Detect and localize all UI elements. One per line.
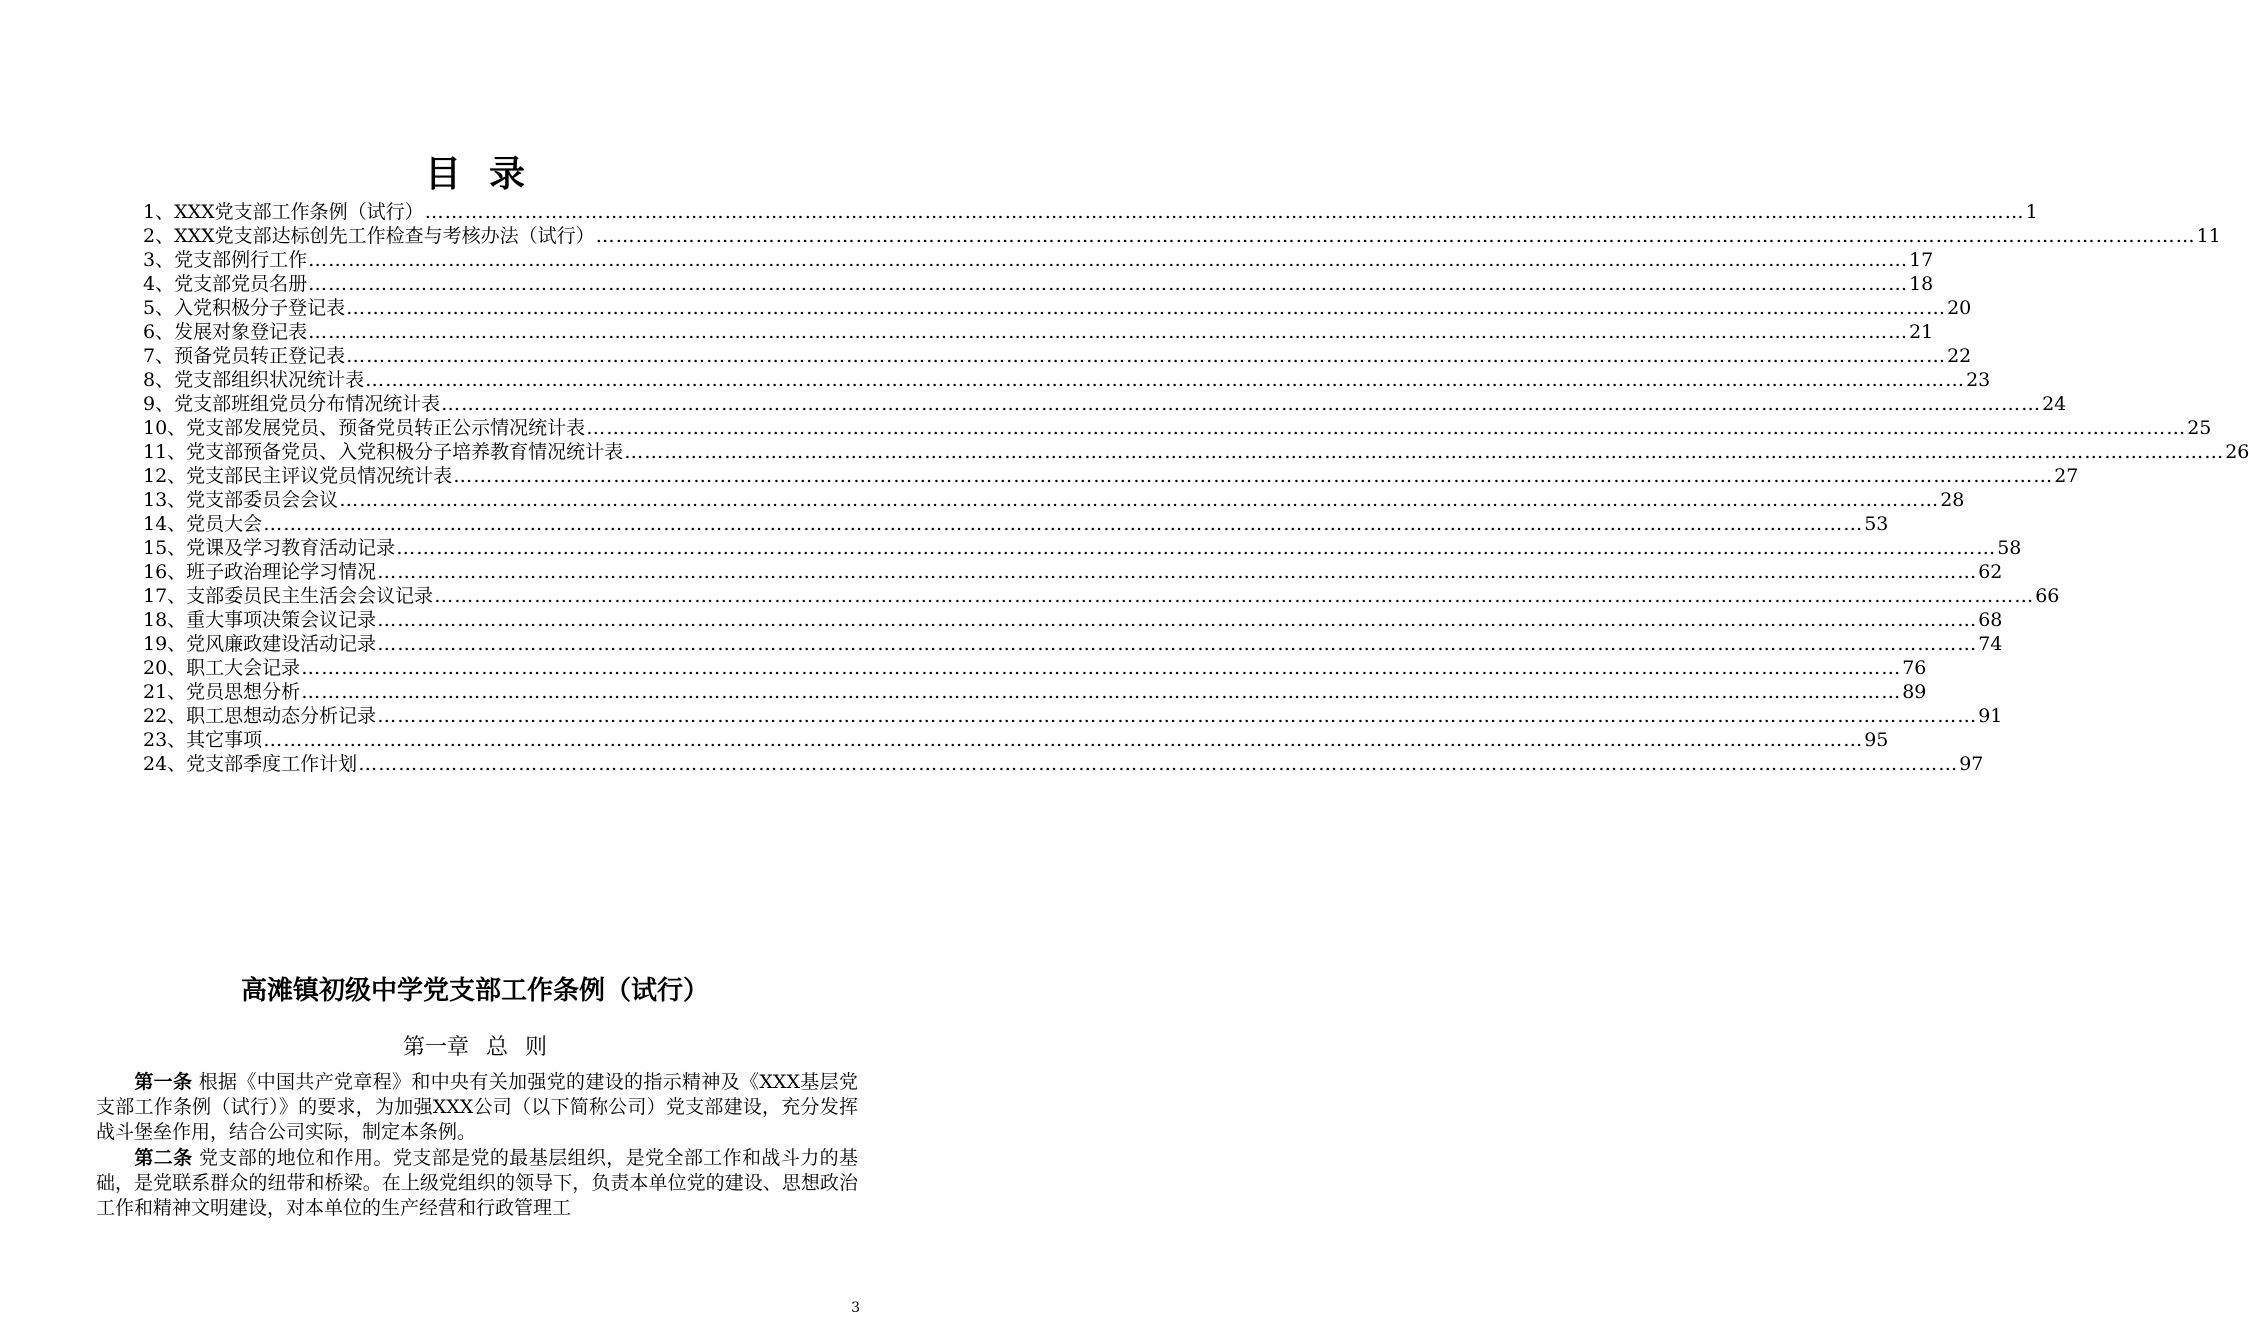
toc-leader: ……………………………………………………………………………………………………………………………………………………………………………………………………………………: [624, 441, 2225, 463]
toc-item: [143, 608, 2003, 632]
toc-item-page: 24: [2042, 393, 2067, 415]
toc-item: [143, 344, 1972, 368]
toc-leader: ……………………………………………………………………………………………………………………………………………………………………………………………………………………: [308, 249, 1909, 271]
toc-item-text: 14、党员大会: [143, 513, 263, 535]
toc-item: [143, 272, 1934, 296]
toc-item-text: 23、其它事项: [143, 729, 263, 751]
chapter-heading: 第一章 总 则: [403, 1035, 547, 1060]
toc-item-page: 74: [1978, 633, 2003, 655]
toc-item-page: 76: [1902, 657, 1927, 679]
toc-item-page: 11: [2196, 225, 2221, 247]
toc-item-text: 12、党支部民主评议党员情况统计表: [143, 465, 453, 487]
toc-item: [143, 248, 1934, 272]
article-label: 第二条: [134, 1147, 193, 1169]
toc-leader: ……………………………………………………………………………………………………………………………………………………………………………………………………………………: [377, 705, 1978, 727]
toc-item-text: 11、党支部预备党员、入党积极分子培养教育情况统计表: [143, 441, 624, 463]
toc-item-page: 21: [1909, 321, 1934, 343]
toc-leader: ……………………………………………………………………………………………………………………………………………………………………………………………………………………: [301, 657, 1902, 679]
toc-item: [143, 680, 1927, 704]
toc-leader: ……………………………………………………………………………………………………………………………………………………………………………………………………………………: [263, 729, 1864, 751]
toc-item: [143, 560, 2003, 584]
toc-item-text: 3、党支部例行工作: [143, 249, 308, 271]
toc-leader: ……………………………………………………………………………………………………………………………………………………………………………………………………………………: [263, 513, 1864, 535]
toc-item-text: 21、党员思想分析: [143, 681, 301, 703]
toc-item: [143, 512, 1889, 536]
toc-leader: ……………………………………………………………………………………………………………………………………………………………………………………………………………………: [441, 393, 2042, 415]
toc-leader: ……………………………………………………………………………………………………………………………………………………………………………………………………………………: [301, 681, 1902, 703]
toc-leader: ……………………………………………………………………………………………………………………………………………………………………………………………………………………: [453, 465, 2054, 487]
toc-leader: ……………………………………………………………………………………………………………………………………………………………………………………………………………………: [346, 297, 1947, 319]
article-text: 党支部的地位和作用。党支部是党的最基层组织，是党全部工作和战斗力的基础，是党联系群众的纽带和桥梁。在上级党组织的领导下，负责本单位党的建设、思想政治工作和精神文明建设，对本单位的生产经营和行政管理工: [96, 1147, 858, 1219]
article-text: 根据《中国共产党章程》和中央有关加强党的建设的指示精神及《XXX基层党支部工作条例（试行）》的要求，为加强XXX公司（以下简称公司）党支部建设，充分发挥战斗堡垒作用，结合公司实际，制定本条例。: [96, 1071, 858, 1143]
toc-item: [143, 416, 2212, 440]
toc-item-text: 22、职工思想动态分析记录: [143, 705, 377, 727]
toc-item-text: 6、发展对象登记表: [143, 321, 308, 343]
toc-leader: ……………………………………………………………………………………………………………………………………………………………………………………………………………………: [365, 369, 1966, 391]
toc-item-text: 18、重大事项决策会议记录: [143, 609, 377, 631]
toc-item-page: 68: [1978, 609, 2003, 631]
toc-leader: ……………………………………………………………………………………………………………………………………………………………………………………………………………………: [377, 609, 1978, 631]
toc-leader: ……………………………………………………………………………………………………………………………………………………………………………………………………………………: [434, 585, 2035, 607]
toc-leader: ……………………………………………………………………………………………………………………………………………………………………………………………………………………: [346, 345, 1947, 367]
toc-item: [143, 320, 1934, 344]
toc-item-page: 23: [1966, 369, 1991, 391]
document-title: 高滩镇初级中学党支部工作条例（试行）: [240, 976, 709, 1006]
article-paragraph: [96, 1070, 858, 1145]
toc-item-text: 5、入党积极分子登记表: [143, 297, 346, 319]
toc-item-text: 13、党支部委员会会议: [143, 489, 339, 511]
toc-item-page: 53: [1864, 513, 1889, 535]
toc-item-text: 20、职工大会记录: [143, 657, 301, 679]
toc-item: [143, 584, 2060, 608]
article-paragraph: [96, 1146, 858, 1221]
toc-leader: ……………………………………………………………………………………………………………………………………………………………………………………………………………………: [586, 417, 2187, 439]
toc-item-text: 24、党支部季度工作计划: [143, 753, 358, 775]
toc-leader: ……………………………………………………………………………………………………………………………………………………………………………………………………………………: [308, 273, 1909, 295]
toc-item-page: 89: [1902, 681, 1927, 703]
toc-item: [143, 536, 2022, 560]
page-number: 3: [851, 1300, 860, 1316]
toc-item: [143, 464, 2079, 488]
toc-item-page: 97: [1959, 753, 1984, 775]
toc-leader: ……………………………………………………………………………………………………………………………………………………………………………………………………………………: [396, 537, 1997, 559]
toc-title: 目录: [424, 154, 553, 195]
toc-item-page: 91: [1978, 705, 2003, 727]
toc-leader: ……………………………………………………………………………………………………………………………………………………………………………………………………………………: [358, 753, 1959, 775]
toc-leader: ……………………………………………………………………………………………………………………………………………………………………………………………………………………: [424, 201, 2025, 223]
toc-item-page: 26: [2225, 441, 2249, 463]
toc-item: [143, 488, 1965, 512]
toc-item: [143, 632, 2003, 656]
toc-item-text: 4、党支部党员名册: [143, 273, 308, 295]
toc-item-page: 27: [2054, 465, 2079, 487]
toc-item-text: 7、预备党员转正登记表: [143, 345, 346, 367]
toc-leader: ……………………………………………………………………………………………………………………………………………………………………………………………………………………: [339, 489, 1940, 511]
toc-item-page: 20: [1947, 297, 1972, 319]
toc-item: [143, 728, 1889, 752]
toc-item-page: 62: [1978, 561, 2003, 583]
toc-item: [143, 392, 2067, 416]
toc-item-text: 1、XXX党支部工作条例（试行）: [143, 201, 424, 223]
toc-item-page: 28: [1940, 489, 1965, 511]
toc-item: [143, 704, 2003, 728]
toc-item-page: 18: [1909, 273, 1934, 295]
toc-item: [143, 368, 1991, 392]
toc-item-page: 66: [2035, 585, 2060, 607]
toc-item: [143, 440, 2249, 464]
toc-item: [143, 752, 1984, 776]
toc-leader: ……………………………………………………………………………………………………………………………………………………………………………………………………………………: [377, 633, 1978, 655]
toc-item-page: 17: [1909, 249, 1934, 271]
toc-item: [143, 200, 2038, 224]
toc-item-page: 58: [1997, 537, 2022, 559]
toc-item-text: 16、班子政治理论学习情况: [143, 561, 377, 583]
toc-item-text: 8、党支部组织状况统计表: [143, 369, 365, 391]
toc-item-page: 1: [2025, 201, 2038, 223]
toc-leader: ……………………………………………………………………………………………………………………………………………………………………………………………………………………: [595, 225, 2196, 247]
toc-item: [143, 656, 1927, 680]
toc-item-text: 9、党支部班组党员分布情况统计表: [143, 393, 441, 415]
toc-item-text: 19、党风廉政建设活动记录: [143, 633, 377, 655]
toc-item-page: 25: [2187, 417, 2212, 439]
toc-leader: ……………………………………………………………………………………………………………………………………………………………………………………………………………………: [377, 561, 1978, 583]
article-label: 第一条: [134, 1071, 193, 1093]
toc-item-page: 95: [1864, 729, 1889, 751]
toc-item-text: 17、支部委员民主生活会会议记录: [143, 585, 434, 607]
toc-leader: ……………………………………………………………………………………………………………………………………………………………………………………………………………………: [308, 321, 1909, 343]
toc-item-text: 10、党支部发展党员、预备党员转正公示情况统计表: [143, 417, 586, 439]
toc-item-text: 2、XXX党支部达标创先工作检查与考核办法（试行）: [143, 225, 595, 247]
toc-item-text: 15、党课及学习教育活动记录: [143, 537, 396, 559]
toc-item: [143, 296, 1972, 320]
toc-item: [143, 224, 2221, 248]
toc-item-page: 22: [1947, 345, 1972, 367]
